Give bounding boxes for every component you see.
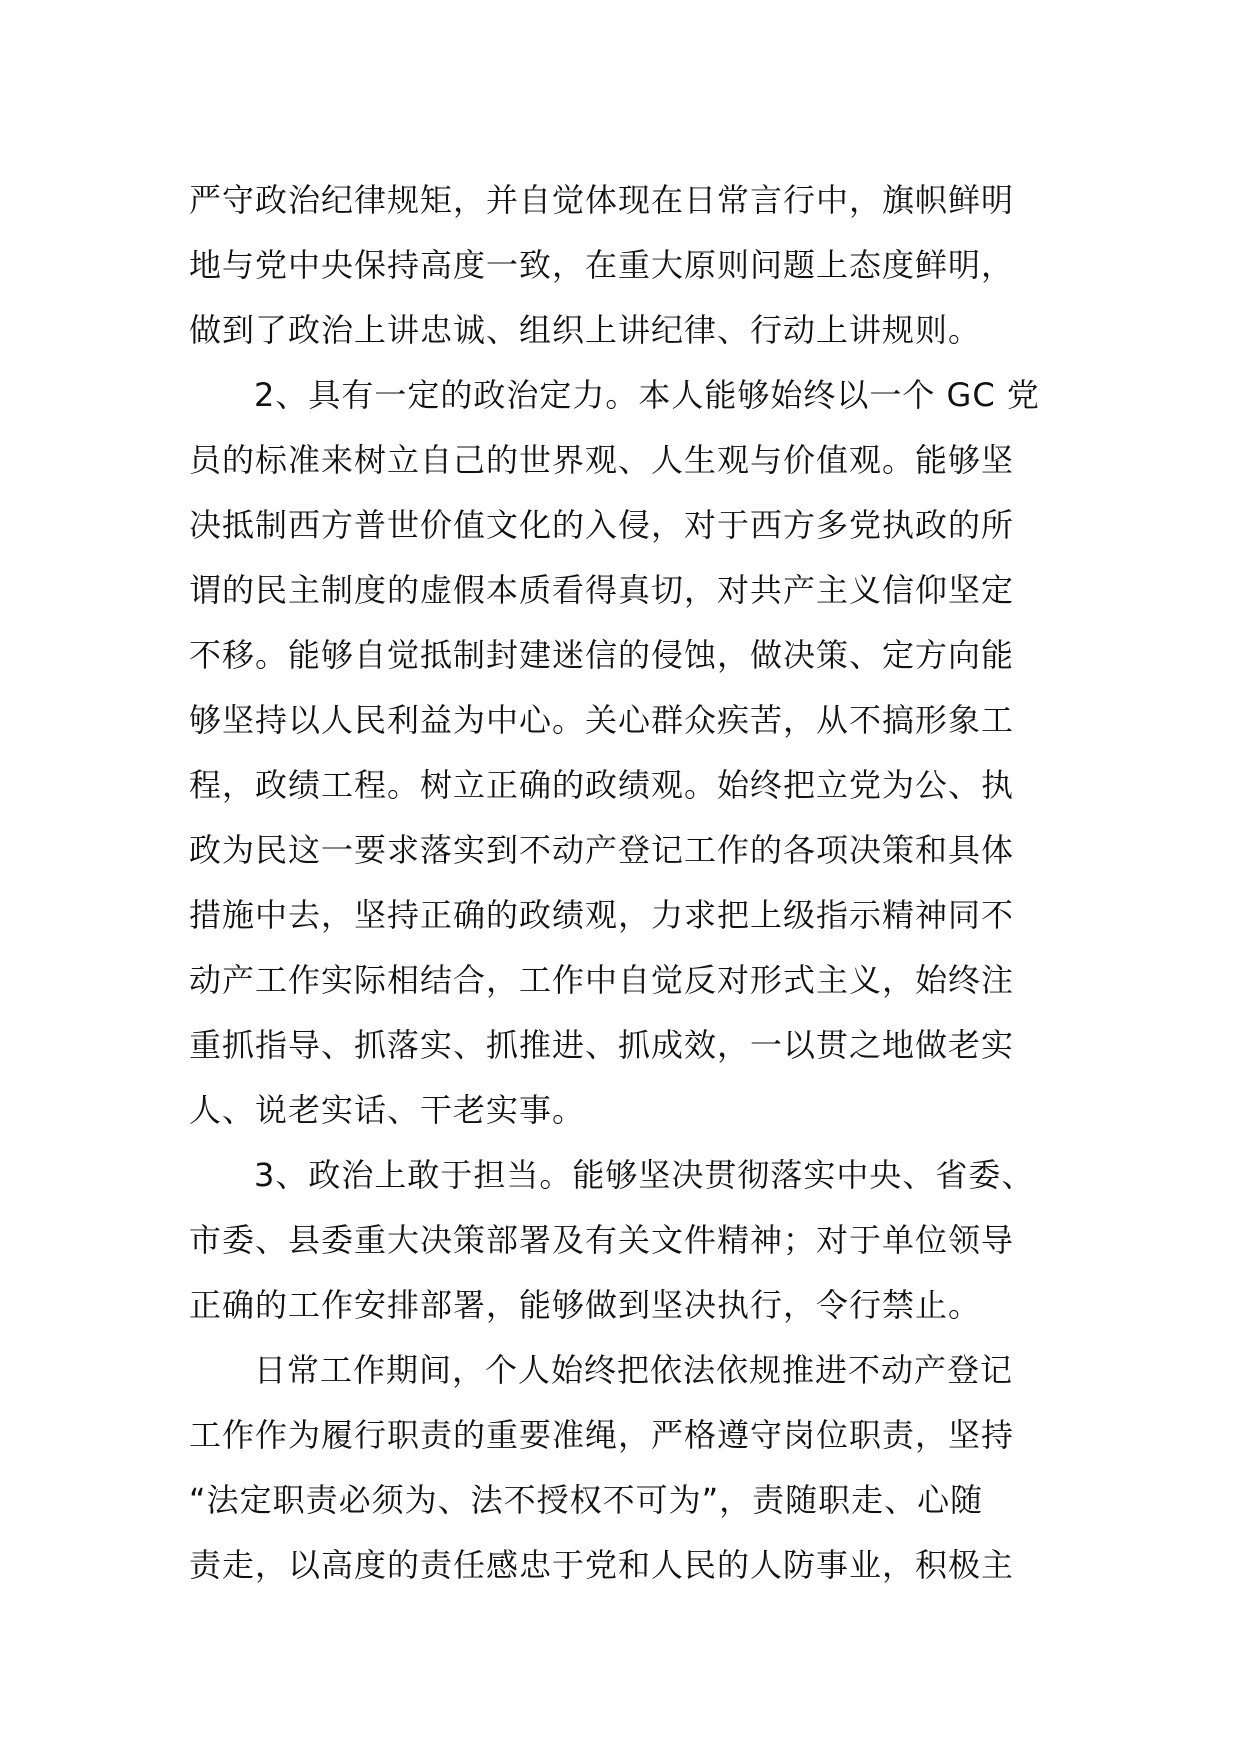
text-line-21: “法定职责必须为、法不授权不可为”，责随职走、心随 bbox=[189, 1481, 984, 1519]
text-line-2: 地与党中央保持高度一致，在重大原则问题上态度鲜明， bbox=[189, 246, 1015, 284]
text-line-22: 责走，以高度的责任感忠于党和人民的人防事业，积极主 bbox=[189, 1546, 1015, 1584]
text-line-5: 员的标准来树立自己的世界观、人生观与价值观。能够坚 bbox=[189, 441, 1015, 479]
text-line-17: 市委、县委重大决策部署及有关文件精神；对于单位领导 bbox=[189, 1221, 1015, 1259]
text-line-19: 日常工作期间，个人始终把依法依规推进不动产登记 bbox=[254, 1351, 1014, 1389]
text-line-8: 不移。能够自觉抵制封建迷信的侵蚀，做决策、定方向能 bbox=[189, 636, 1015, 674]
document-body bbox=[189, 168, 1059, 1598]
text-line-11: 政为民这一要求落实到不动产登记工作的各项决策和具体 bbox=[189, 831, 1015, 869]
text-line-1: 严守政治纪律规矩，并自觉体现在日常言行中，旗帜鲜明 bbox=[189, 181, 1015, 219]
text-line-20: 工作作为履行职责的重要准绳，严格遵守岗位职责，坚持 bbox=[189, 1416, 1015, 1454]
text-line-12: 措施中去，坚持正确的政绩观，力求把上级指示精神同不 bbox=[189, 896, 1015, 934]
text-line-13: 动产工作实际相结合，工作中自觉反对形式主义，始终注 bbox=[189, 961, 1015, 999]
text-line-18: 正确的工作安排部署，能够做到坚决执行，令行禁止。 bbox=[189, 1286, 982, 1324]
text-line-14: 重抓指导、抓落实、抓推进、抓成效，一以贯之地做老实 bbox=[189, 1026, 1015, 1064]
text-line-3: 做到了政治上讲忠诚、组织上讲纪律、行动上讲规则。 bbox=[189, 311, 982, 349]
text-line-16: 3、政治上敢于担当。能够坚决贯彻落实中央、省委、 bbox=[254, 1156, 1035, 1194]
text-line-9: 够坚持以人民利益为中心。关心群众疾苦，从不搞形象工 bbox=[189, 701, 1015, 739]
text-line-4: 2、具有一定的政治定力。本人能够始终以一个 GC 党 bbox=[254, 376, 1040, 414]
text-line-10: 程，政绩工程。树立正确的政绩观。始终把立党为公、执 bbox=[189, 766, 1015, 804]
text-line-7: 谓的民主制度的虚假本质看得真切，对共产主义信仰坚定 bbox=[189, 571, 1015, 609]
text-line-15: 人、说老实话、干老实事。 bbox=[189, 1091, 586, 1129]
text-line-6: 决抵制西方普世价值文化的入侵，对于西方多党执政的所 bbox=[189, 506, 1015, 544]
